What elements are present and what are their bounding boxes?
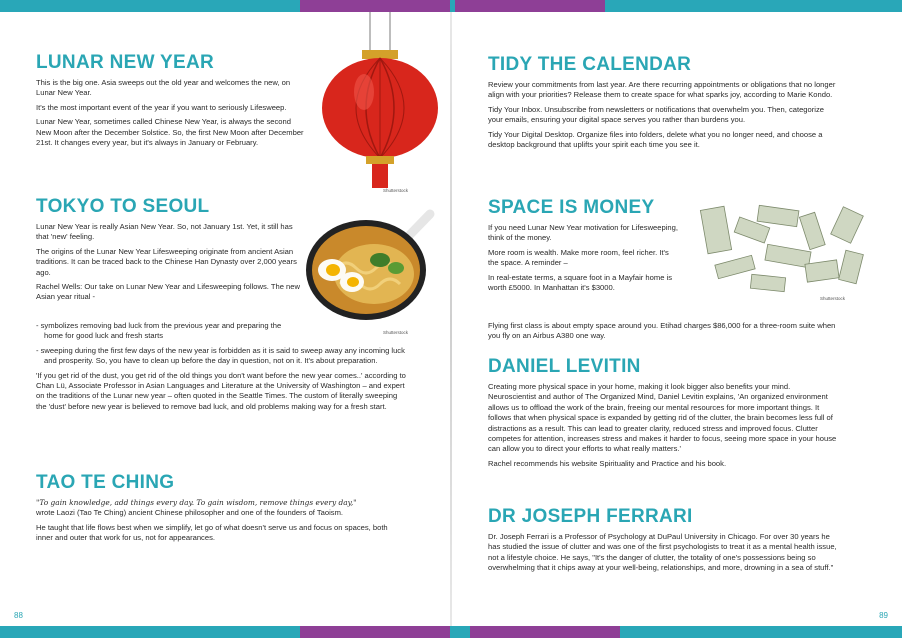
paragraph: Lunar New Year is really Asian New Year. So, not January 1st. Yet, it still has that 'new' feeling. bbox=[36, 222, 293, 242]
section-heading: TIDY THE CALENDAR bbox=[488, 54, 692, 75]
tokyo-bullets bbox=[36, 321, 409, 416]
section-heading: DANIEL LEVITIN bbox=[488, 356, 641, 377]
image-credit: Shutterstock bbox=[820, 296, 846, 301]
ferrari-section bbox=[488, 506, 840, 578]
paragraph: Flying first class is about empty space around you. Etihad charges $86,000 for a three-room suite when you fly on an Airbus A380 one way. bbox=[488, 321, 836, 341]
paragraph: The origins of the Lunar New Year Lifesweeping originate from ancient Asian traditions. It can be traced back to the Chinese Han Dynasty over 2,000 years ago. bbox=[36, 246, 297, 277]
section-heading: LUNAR NEW YEAR bbox=[36, 52, 215, 73]
laozi-quote: "To gain knowledge, add things every day. To gain wisdom, remove things every day," bbox=[36, 498, 357, 507]
paragraph: If you need Lunar New Year motivation for Lifesweeping, think of the money. bbox=[488, 223, 678, 243]
section-heading: TAO TE CHING bbox=[36, 472, 175, 493]
paragraph: Rachel recommends his website Spirituality and Practice and his book. bbox=[488, 458, 727, 468]
lunar-section bbox=[36, 52, 306, 152]
paragraph: More room is wealth. Make more room, feel richer. It's the space. A reminder – bbox=[488, 247, 669, 268]
image-credit: Shutterstock bbox=[383, 188, 409, 193]
paragraph: wrote Laozi (Tao Te Ching) ancient Chinese philosopher and one of the founders of Taoism. bbox=[36, 508, 344, 518]
red-lantern-image bbox=[312, 12, 448, 190]
levitin-section bbox=[488, 356, 840, 473]
tokyo-section bbox=[36, 196, 301, 307]
page-number-left: 88 bbox=[14, 611, 23, 620]
paragraph: Dr. Joseph Ferrari is a Professor of Psychology at DuPaul University in Chicago. For over 30 years he has studied the issue of clutter and was one of the first psychologists to treat it as a mental health issue, not a lifestyle choice. He says, "It's the danger of clutter, the totality of one's possessions being so overwhelming that it chips away at your well-being, relationships, and more, drowning in a sea of stuff." bbox=[488, 532, 837, 573]
top-color-bar bbox=[0, 0, 902, 12]
section-heading: TOKYO TO SEOUL bbox=[36, 196, 210, 217]
paragraph: 'If you get rid of the dust, you get rid of the old things you don't want before the new year comes..' according to Chan Lü, Associate Professor in Asian Languages and Literature at the University of Washington – and expert on the traditions of the Lunar new year – often quoted in the Seattle Times. The custom of literally sweeping the 'dust' before new year is believed to remove bad luck, and old problems making way for a fresh start. bbox=[36, 370, 406, 411]
flying-banknotes-image bbox=[696, 200, 866, 300]
paragraph: Tidy Your Inbox. Unsubscribe from newsletters or notifications that overwhelm you. Then, categorize your emails, ensuring your digital space serves you rather than burdens you. bbox=[488, 104, 824, 125]
tidy-section bbox=[488, 54, 840, 154]
paragraph: Rachel Wells: Our take on Lunar New Year and Lifesweeping follows. The new Asian year ritual - bbox=[36, 282, 300, 302]
image-credit: Shutterstock bbox=[383, 330, 409, 335]
section-heading: SPACE IS MONEY bbox=[488, 197, 655, 218]
bullet-item: - sweeping during the first few days of the new year is forbidden as it is said to sweep away any incoming luck and prosperity. So, you have to clean up before the day in question, not on it. It's about preparation. bbox=[36, 345, 405, 366]
page-spine bbox=[450, 12, 452, 626]
paragraph: Creating more physical space in your home, making it look bigger also benefits your mind. Neuroscientist and author of The Organized Mind, Daniel Levitin explains, 'An organized environment allows us to offload the work of the brain, freeing our mental resources for more important things. It follows that when physical space is expanded by getting rid of the clutter, the brain becomes less full of distractions as a result. This can lead to greater clarity, reduced stress and improved focus. Clutter competes for attention, increases stress and makes it harder to focus, seeing more space in your house can allow you to direct your efforts to what really matters.' bbox=[488, 382, 837, 454]
paragraph: It's the most important event of the year if you want to seriously Lifesweep. bbox=[36, 102, 287, 112]
page-number-right: 89 bbox=[879, 611, 888, 620]
paragraph: Lunar New Year, sometimes called Chinese New Year, is always the second New Moon after the December Solstice. So, the first New Moon after December 21st. It changes every year, but it's always in January or February. bbox=[36, 117, 304, 148]
bottom-color-bar bbox=[0, 626, 902, 638]
paragraph: Tidy Your Digital Desktop. Organize files into folders, delete what you no longer need, and choose a desktop background that uplifts your spirit each time you see it. bbox=[488, 129, 823, 150]
ramen-bowl-image bbox=[302, 208, 438, 332]
space-section bbox=[488, 197, 703, 297]
space-section-continued bbox=[488, 321, 840, 346]
paragraph: Review your commitments from last year. Are there recurring appointments or obligations that no longer align with your priorities? Release them to create space for what sparks joy, according to Marie Kondo. bbox=[488, 80, 836, 100]
paragraph: This is the big one. Asia sweeps out the old year and welcomes the new, on Lunar New Year. bbox=[36, 78, 291, 98]
section-heading: DR JOSEPH FERRARI bbox=[488, 506, 693, 527]
tao-section bbox=[36, 472, 406, 548]
paragraph: In real-estate terms, a square foot in a Mayfair home is worth £5000. In Manhattan it's $3000. bbox=[488, 272, 673, 293]
bullet-item: - symbolizes removing bad luck from the previous year and preparing the home for good luck and fresh starts bbox=[36, 321, 282, 341]
paragraph: He taught that life flows best when we simplify, let go of what doesn't serve us and focus on spaces, both inner and outer that work for us, not for appearances. bbox=[36, 522, 388, 543]
